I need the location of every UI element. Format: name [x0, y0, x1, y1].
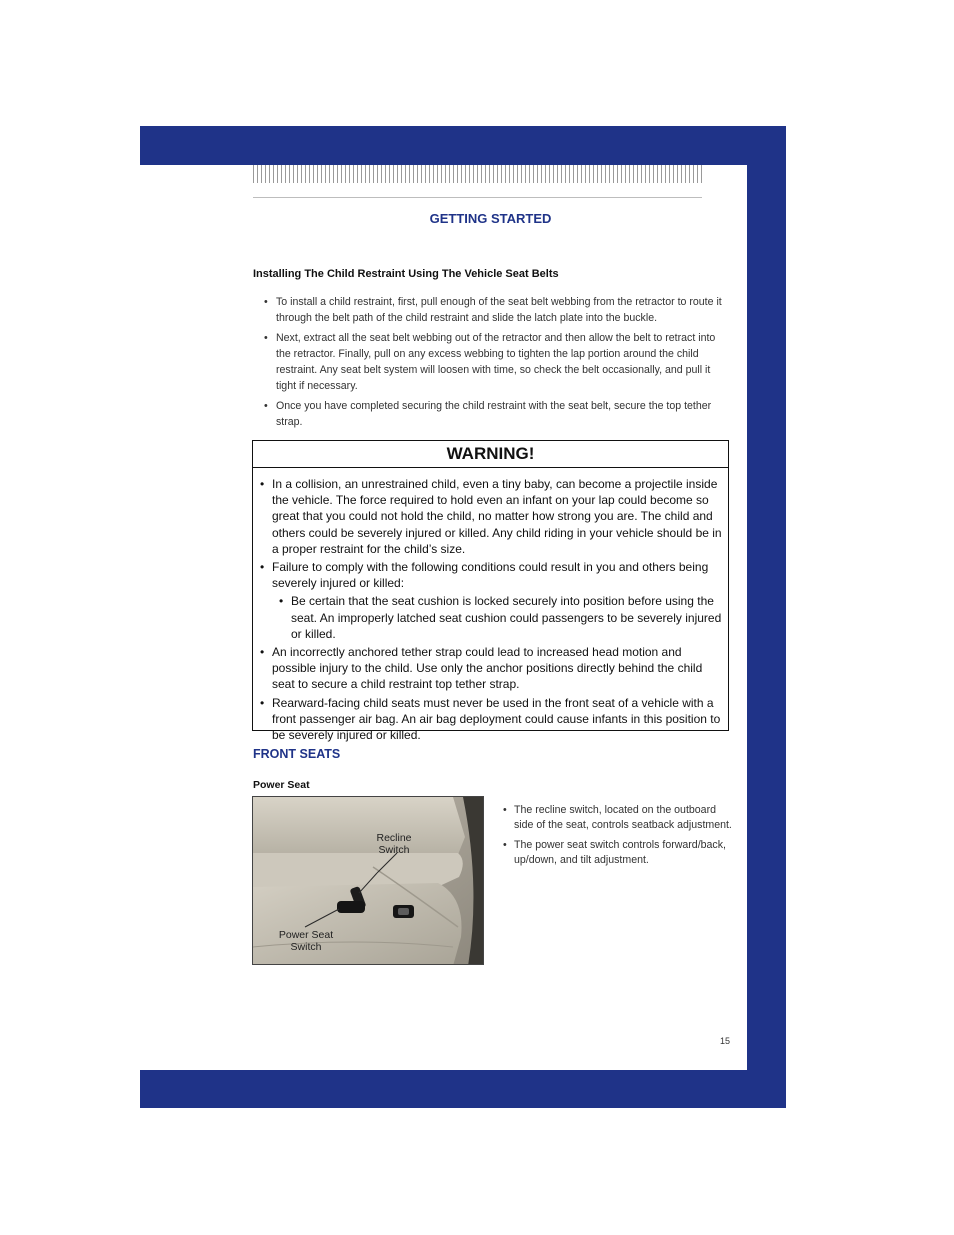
warning-item: • Rearward-facing child seats must never be used in the front seat of a vehicle with a front passenger air bag. An air bag deployment could cause infants in this position to be severely injured or killed. — [253, 695, 723, 744]
power-seat-switch — [393, 905, 414, 918]
warning-item: • An incorrectly anchored tether strap could lead to increased head motion and possible injury to the child. Use only the anchor positions directly behind the child seat to secure a child restraint top tether strap. — [253, 644, 723, 693]
list-item: • Next, extract all the seat belt webbing out of the retractor and then allow the belt to retract into the retractor. Finally, pull on any excess webbing to tighten the lap portion around the child restraint. Any seat belt system will loosen with time, so check the belt occasionally, and pull it tight if necessary. — [253, 331, 729, 394]
list-item: • Once you have completed securing the child restraint with the seat belt, secure the top tether strap. — [253, 399, 729, 430]
warning-item: • Failure to comply with the following conditions could result in you and others being severely injured or killed: — [253, 559, 723, 591]
power-seat-switch-label: Power Seat Switch — [278, 929, 334, 953]
section-title: GETTING STARTED — [429, 211, 552, 226]
warning-list — [253, 476, 723, 745]
power-seat-heading: Power Seat — [253, 779, 310, 791]
page-number: 15 — [719, 1036, 730, 1046]
list-item: • The recline switch, located on the outboard side of the seat, controls seatback adjustment. — [503, 803, 732, 833]
warning-title: WARNING! — [253, 441, 728, 468]
warning-subitem: • Be certain that the seat cushion is locked securely into position before using the seat. An improperly latched seat cushion could passengers to be severely injured or killed. — [253, 593, 723, 642]
list-item: • To install a child restraint, first, pull enough of the seat belt webbing from the retractor to route it through the belt path of the child restraint and slide the latch plate into the buckle. — [253, 295, 729, 326]
header-tick-ruler — [253, 165, 703, 183]
header-divider — [253, 197, 702, 198]
warning-item: • In a collision, an unrestrained child, even a tiny baby, can become a projectile inside the vehicle. The force required to hold even an infant on your lap could become so great that you could not hold the child, no matter how strong you are. The child and others could be severely injured or killed. Any child riding in your vehicle should be in a proper restraint for the child’s size. — [253, 476, 723, 557]
front-seats-title: FRONT SEATS — [253, 747, 341, 761]
child-restraint-steps — [253, 295, 729, 436]
child-restraint-heading: Installing The Child Restraint Using The Vehicle Seat Belts — [253, 268, 559, 280]
power-seat-notes — [503, 803, 732, 873]
recline-switch-label: Recline Switch — [376, 832, 412, 856]
power-seat-photo — [252, 796, 484, 965]
warning-box — [252, 440, 729, 743]
list-item: • The power seat switch controls forward/back, up/down, and tilt adjustment. — [503, 838, 732, 868]
